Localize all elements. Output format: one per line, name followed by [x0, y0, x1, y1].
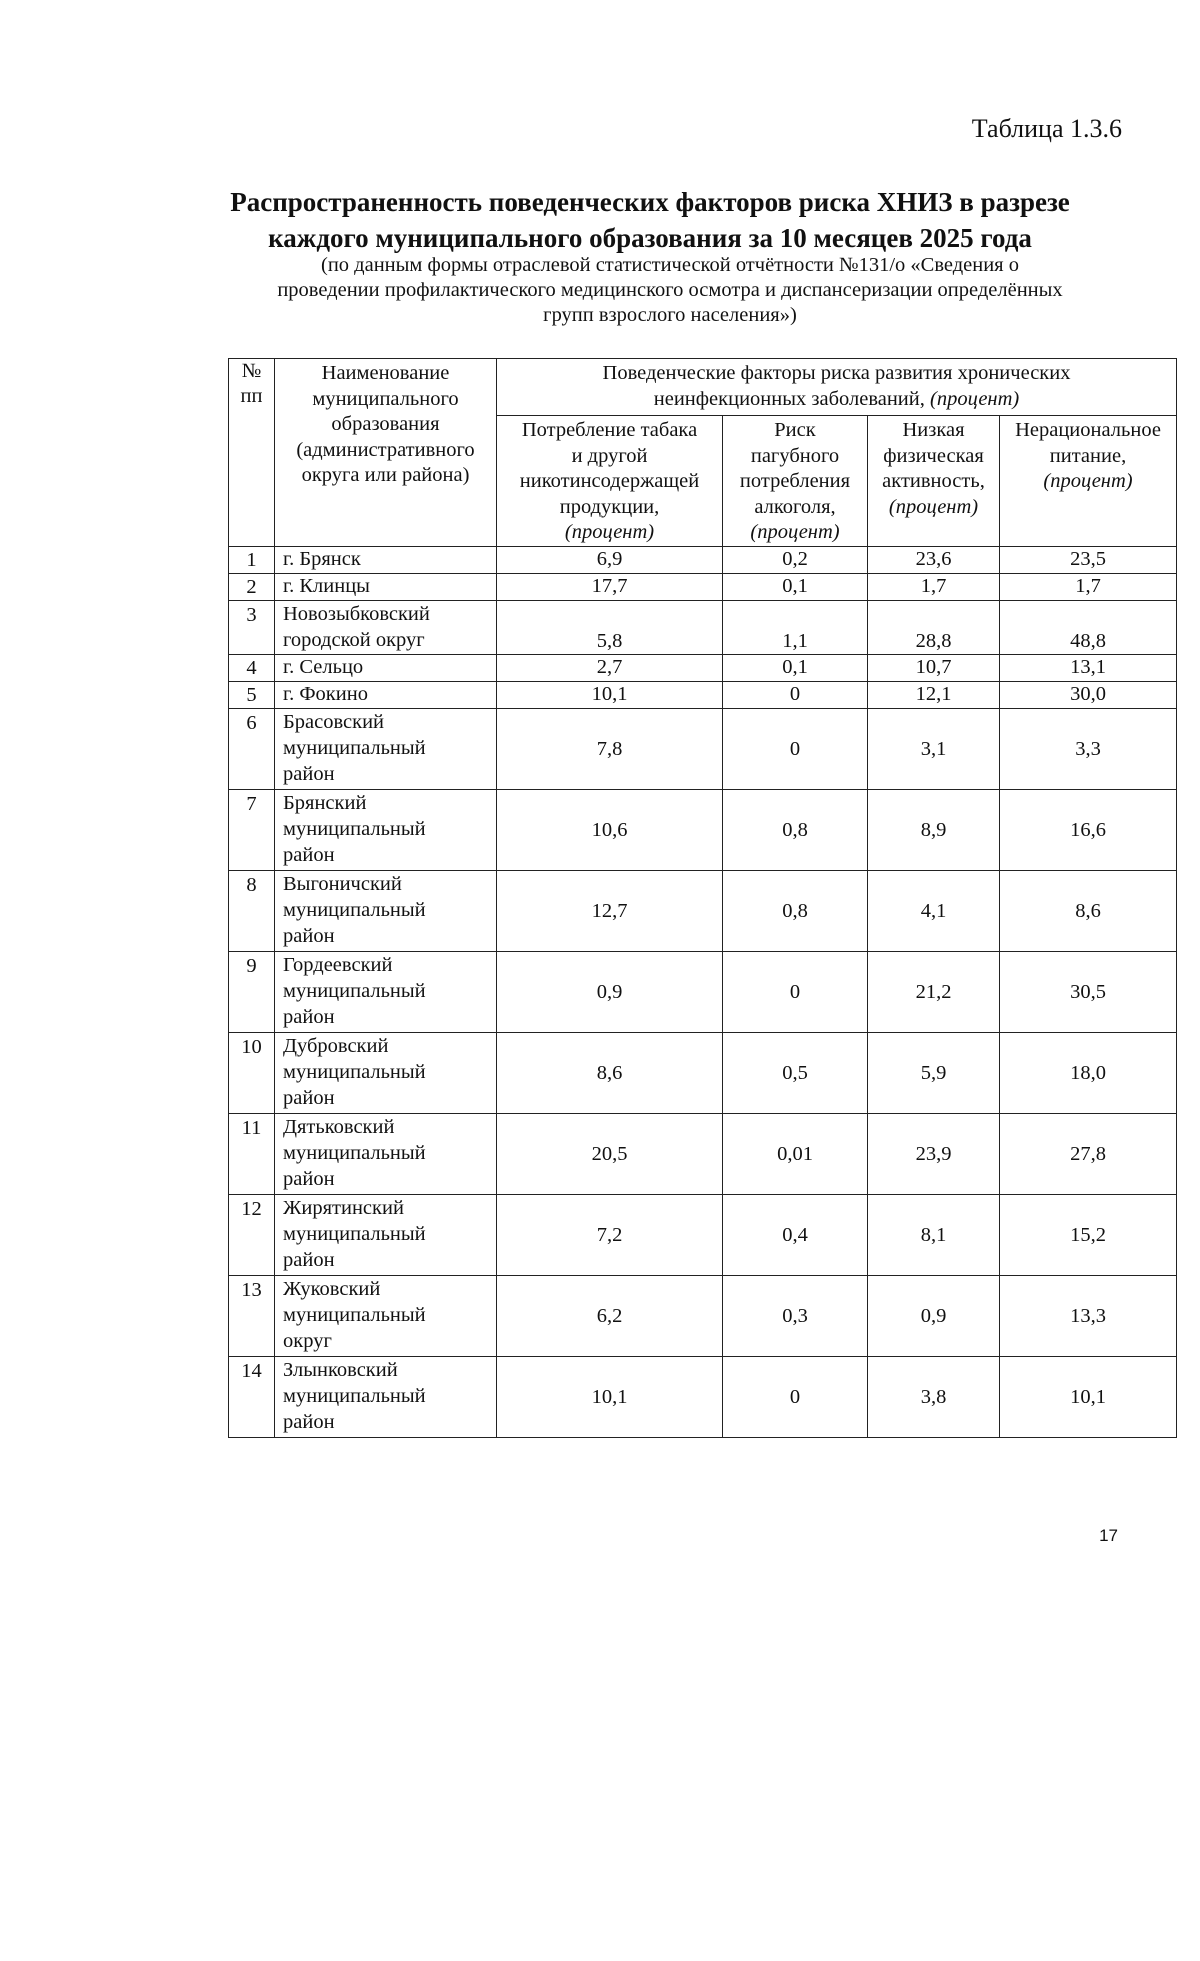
cell-nutrition: 30,5 — [1000, 951, 1177, 1032]
cell-activity: 28,8 — [868, 600, 1000, 654]
header-nutrition-line: питание, — [1049, 444, 1127, 467]
row-name-line: городской округ — [283, 628, 425, 651]
page-number: 17 — [1099, 1526, 1118, 1545]
header-nutrition-line: Нерациональное — [1015, 419, 1161, 441]
cell-alcohol: 0 — [723, 681, 868, 708]
header-name-line: муниципального — [312, 387, 459, 410]
header-alcohol-line: потребления — [739, 470, 851, 492]
header-activity-line: Низкая — [902, 419, 965, 441]
cell-alcohol: 0,1 — [723, 654, 868, 681]
cell-tobacco: 10,1 — [497, 681, 723, 708]
table-row — [229, 951, 1177, 1032]
risk-factors-table — [228, 358, 1177, 1438]
row-name — [275, 870, 497, 951]
row-name-line: Брянский — [283, 791, 367, 814]
row-name-line: район — [283, 762, 335, 785]
header-alcohol-line: Риск — [774, 419, 816, 441]
row-name-line: район — [283, 924, 335, 947]
row-name-line: муниципальный — [283, 817, 426, 840]
row-name-line: Дятьковский — [283, 1115, 395, 1138]
row-name — [275, 600, 497, 654]
cell-tobacco: 6,2 — [497, 1275, 723, 1356]
row-num: 1 — [229, 546, 275, 573]
cell-nutrition: 3,3 — [1000, 708, 1177, 789]
row-name — [275, 573, 497, 600]
header-name-line: Наименование — [321, 362, 450, 384]
row-name — [275, 546, 497, 573]
header-tobacco-line: и другой — [571, 444, 648, 467]
table-row — [229, 789, 1177, 870]
cell-tobacco: 7,2 — [497, 1194, 723, 1275]
row-name — [275, 1275, 497, 1356]
row-name — [275, 654, 497, 681]
cell-alcohol: 0,1 — [723, 573, 868, 600]
header-tobacco-line: продукции, — [559, 495, 660, 518]
cell-nutrition: 16,6 — [1000, 789, 1177, 870]
cell-alcohol: 0 — [723, 1356, 868, 1437]
table-row — [229, 1194, 1177, 1275]
cell-alcohol: 1,1 — [723, 600, 868, 654]
row-name-line: Жуковский — [283, 1277, 381, 1300]
row-name-line: район — [283, 1410, 335, 1433]
cell-activity: 5,9 — [868, 1032, 1000, 1113]
header-activity-line: активность, — [882, 470, 985, 492]
row-num: 13 — [229, 1275, 275, 1356]
row-name-line: муниципальный — [283, 1060, 426, 1083]
header-tobacco — [497, 416, 723, 547]
header-tobacco-unit: (процент) — [564, 521, 655, 543]
cell-tobacco: 6,9 — [497, 546, 723, 573]
row-name-line: Новозыбковский — [283, 602, 430, 625]
table-row — [229, 600, 1177, 654]
subtitle-line-1: (по данным формы отраслевой статистической отчётности №131/о «Сведения о — [321, 254, 1019, 276]
header-alcohol-line: алкоголя, — [754, 495, 836, 518]
cell-activity: 23,9 — [868, 1113, 1000, 1194]
row-num: 2 — [229, 573, 275, 600]
cell-activity: 3,8 — [868, 1356, 1000, 1437]
title-line-2: каждого муниципального образования за 10 месяцев 2025 года — [268, 223, 1032, 253]
cell-alcohol: 0,4 — [723, 1194, 868, 1275]
cell-nutrition: 8,6 — [1000, 870, 1177, 951]
row-num: 8 — [229, 870, 275, 951]
row-num: 3 — [229, 600, 275, 654]
subtitle-line-2: проведении профилактического медицинского осмотра и диспансеризации определённых — [277, 279, 1063, 301]
row-name-line: муниципальный — [283, 979, 426, 1002]
row-name-line: г. Фокино — [283, 682, 368, 705]
cell-activity: 3,1 — [868, 708, 1000, 789]
cell-tobacco: 20,5 — [497, 1113, 723, 1194]
row-name-line: район — [283, 1086, 335, 1109]
cell-tobacco: 2,7 — [497, 654, 723, 681]
header-alcohol-line: пагубного — [750, 444, 840, 467]
table-row — [229, 573, 1177, 600]
table-row — [229, 870, 1177, 951]
cell-tobacco: 0,9 — [497, 951, 723, 1032]
header-group-unit: (процент) — [930, 387, 1020, 410]
cell-alcohol: 0 — [723, 708, 868, 789]
cell-tobacco: 10,6 — [497, 789, 723, 870]
cell-alcohol: 0,8 — [723, 789, 868, 870]
cell-activity: 4,1 — [868, 870, 1000, 951]
header-name-line: образования — [331, 413, 440, 435]
cell-activity: 21,2 — [868, 951, 1000, 1032]
header-num-line-2: пп — [240, 385, 263, 407]
header-tobacco-line: никотинсодержащей — [519, 470, 700, 492]
cell-nutrition: 23,5 — [1000, 546, 1177, 573]
cell-tobacco: 17,7 — [497, 573, 723, 600]
row-name — [275, 789, 497, 870]
row-name-line: район — [283, 1248, 335, 1271]
header-num — [229, 359, 275, 547]
cell-nutrition: 1,7 — [1000, 573, 1177, 600]
cell-nutrition: 13,1 — [1000, 654, 1177, 681]
row-name — [275, 708, 497, 789]
row-name — [275, 1194, 497, 1275]
cell-alcohol: 0,2 — [723, 546, 868, 573]
cell-activity: 10,7 — [868, 654, 1000, 681]
cell-activity: 23,6 — [868, 546, 1000, 573]
row-name-line: г. Брянск — [283, 547, 361, 570]
cell-alcohol: 0 — [723, 951, 868, 1032]
row-num: 6 — [229, 708, 275, 789]
table-row — [229, 708, 1177, 789]
row-name-line: Брасовский — [283, 710, 385, 733]
row-name — [275, 1113, 497, 1194]
title-line-1: Распространенность поведенческих факторов риска ХНИЗ в разрезе — [230, 187, 1070, 217]
header-nutrition — [1000, 416, 1177, 547]
cell-nutrition: 30,0 — [1000, 681, 1177, 708]
row-name-line: район — [283, 1167, 335, 1190]
cell-alcohol: 0,01 — [723, 1113, 868, 1194]
table-row — [229, 546, 1177, 573]
row-num: 7 — [229, 789, 275, 870]
header-tobacco-line: Потребление табака — [521, 419, 698, 441]
header-name-line: (административного — [296, 438, 475, 461]
row-name-line: г. Клинцы — [283, 574, 370, 597]
cell-tobacco: 10,1 — [497, 1356, 723, 1437]
row-name-line: Дубровский — [283, 1034, 389, 1057]
cell-tobacco: 8,6 — [497, 1032, 723, 1113]
cell-activity: 8,1 — [868, 1194, 1000, 1275]
row-name-line: округ — [283, 1329, 332, 1352]
cell-tobacco: 5,8 — [497, 600, 723, 654]
cell-nutrition: 48,8 — [1000, 600, 1177, 654]
row-name — [275, 951, 497, 1032]
cell-alcohol: 0,3 — [723, 1275, 868, 1356]
header-group-line-2 — [497, 387, 1176, 413]
header-group — [497, 359, 1177, 416]
row-num: 4 — [229, 654, 275, 681]
row-name-line: район — [283, 1005, 335, 1028]
row-name-line: Жирятинский — [283, 1196, 404, 1219]
row-name-line: г. Сельцо — [283, 655, 364, 678]
cell-tobacco: 7,8 — [497, 708, 723, 789]
table-row — [229, 1113, 1177, 1194]
table-row — [229, 1356, 1177, 1437]
header-nutrition-unit: (процент) — [1043, 470, 1133, 492]
row-name — [275, 681, 497, 708]
cell-nutrition: 15,2 — [1000, 1194, 1177, 1275]
row-name-line: муниципальный — [283, 1384, 426, 1407]
document-subtitle — [220, 253, 1120, 328]
cell-nutrition: 13,3 — [1000, 1275, 1177, 1356]
cell-nutrition: 18,0 — [1000, 1032, 1177, 1113]
table-row — [229, 654, 1177, 681]
cell-activity: 8,9 — [868, 789, 1000, 870]
header-name-line: округа или района) — [301, 464, 470, 486]
cell-tobacco: 12,7 — [497, 870, 723, 951]
cell-alcohol: 0,8 — [723, 870, 868, 951]
row-name-line: Злынковский — [283, 1358, 398, 1381]
row-name-line: муниципальный — [283, 1222, 426, 1245]
row-name-line: район — [283, 843, 335, 866]
header-name — [275, 359, 497, 547]
row-name-line: Гордеевский — [283, 953, 393, 976]
row-name-line: муниципальный — [283, 736, 426, 759]
header-activity-line: физическая — [883, 444, 984, 467]
row-num: 12 — [229, 1194, 275, 1275]
cell-nutrition: 10,1 — [1000, 1356, 1177, 1437]
row-num: 11 — [229, 1113, 275, 1194]
row-num: 5 — [229, 681, 275, 708]
subtitle-line-3: групп взрослого населения») — [543, 304, 797, 326]
row-num: 14 — [229, 1356, 275, 1437]
cell-activity: 0,9 — [868, 1275, 1000, 1356]
row-name-line: муниципальный — [283, 1303, 426, 1326]
cell-nutrition: 27,8 — [1000, 1113, 1177, 1194]
header-num-line-1: № — [241, 360, 262, 382]
row-num: 9 — [229, 951, 275, 1032]
header-alcohol-unit: (процент) — [750, 521, 840, 543]
row-name-line: Выгоничский — [283, 872, 402, 895]
table-row — [229, 681, 1177, 708]
row-name-line: муниципальный — [283, 1141, 426, 1164]
row-name-line: муниципальный — [283, 898, 426, 921]
header-alcohol — [723, 416, 868, 547]
header-activity-unit: (процент) — [888, 495, 979, 518]
table-row — [229, 1275, 1177, 1356]
row-name — [275, 1356, 497, 1437]
table-caption: Таблица 1.3.6 — [971, 114, 1122, 143]
table-body — [229, 546, 1177, 1437]
header-group-text: неинфекционных заболеваний, — [653, 387, 925, 410]
header-activity — [868, 416, 1000, 547]
row-num: 10 — [229, 1032, 275, 1113]
cell-activity: 12,1 — [868, 681, 1000, 708]
row-name — [275, 1032, 497, 1113]
cell-alcohol: 0,5 — [723, 1032, 868, 1113]
header-group-line-1: Поведенческие факторы риска развития хронических — [602, 362, 1071, 384]
cell-activity: 1,7 — [868, 573, 1000, 600]
table-row — [229, 1032, 1177, 1113]
document-title — [200, 184, 1100, 256]
